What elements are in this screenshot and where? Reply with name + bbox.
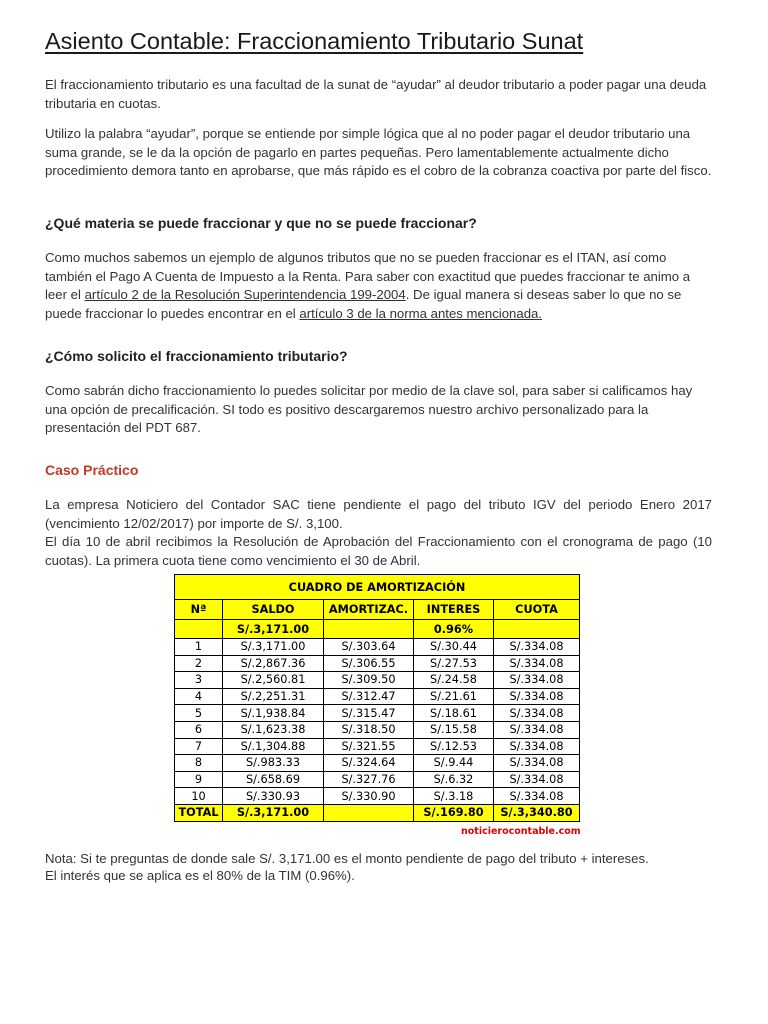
cell-saldo: S/.2,560.81 — [223, 672, 324, 689]
initial-empty — [494, 620, 580, 639]
cell-interes: S/.6.32 — [414, 771, 494, 788]
cell-saldo: S/.2,251.31 — [223, 688, 324, 705]
cell-cuota: S/.334.08 — [494, 771, 580, 788]
total-interes: S/.169.80 — [414, 804, 494, 821]
cell-numero: 9 — [175, 771, 223, 788]
cell-amortizacion: S/.318.50 — [324, 721, 414, 738]
header-interes: INTERES — [414, 600, 494, 620]
table-title: CUADRO DE AMORTIZACIÓN — [175, 575, 580, 600]
cell-numero: 8 — [175, 755, 223, 772]
table-header-row — [175, 600, 580, 620]
page-title: Asiento Contable: Fraccionamiento Tributario Sunat — [45, 28, 584, 54]
total-amortizacion — [324, 804, 414, 821]
table-row — [175, 738, 580, 755]
table-row — [175, 755, 580, 772]
table-initial-row — [175, 620, 580, 639]
cell-amortizacion: S/.327.76 — [324, 771, 414, 788]
initial-empty — [324, 620, 414, 639]
cell-cuota: S/.334.08 — [494, 788, 580, 805]
section-heading-materia: ¿Qué materia se puede fraccionar y que no se puede fraccionar? — [45, 215, 477, 231]
header-amortizacion: AMORTIZAC. — [324, 600, 414, 620]
cell-interes: S/.30.44 — [414, 639, 494, 656]
table-row — [175, 788, 580, 805]
table-row — [175, 771, 580, 788]
cell-amortizacion: S/.303.64 — [324, 639, 414, 656]
total-label: TOTAL — [175, 804, 223, 821]
cell-cuota: S/.334.08 — [494, 672, 580, 689]
cell-amortizacion: S/.306.55 — [324, 655, 414, 672]
cell-interes: S/.9.44 — [414, 755, 494, 772]
cell-interes: S/.21.61 — [414, 688, 494, 705]
source-credit: noticierocontable.com — [461, 826, 581, 837]
cell-interes: S/.18.61 — [414, 705, 494, 722]
caso-paragraph-2: El día 10 de abril recibimos la Resolución de Aprobación del Fraccionamiento con el cronograma de pago (10 cuotas). La primera cuota tiene como vencimiento el 30 de Abril. — [45, 534, 712, 568]
materia-text-a: Como muchos sabemos un ejemplo de algunos tributos que no se pueden fraccionar es el ITAN, así como también el Pago A Cuenta de Impuesto a la Renta. Para saber con exactitud que puedes fraccionar te animo a leer el — [45, 250, 691, 303]
note-line-2: El interés que se aplica es el 80% de la TIM (0.96%). — [45, 868, 355, 883]
cell-amortizacion: S/.324.64 — [324, 755, 414, 772]
cell-numero: 3 — [175, 672, 223, 689]
materia-text-b: . De igual manera si deseas saber lo que no se puede fraccionar lo puedes encontrar en el — [45, 287, 682, 321]
note-line-1: Nota: Si te preguntas de donde sale S/. 3,171.00 es el monto pendiente de pago del tributo + intereses. — [45, 851, 649, 866]
cell-saldo: S/.2,867.36 — [223, 655, 324, 672]
link-articulo-3[interactable]: artículo 3 de la norma antes mencionada. — [299, 305, 543, 321]
cell-amortizacion: S/.312.47 — [324, 688, 414, 705]
cell-numero: 5 — [175, 705, 223, 722]
cell-cuota: S/.334.08 — [494, 721, 580, 738]
cell-cuota: S/.334.08 — [494, 655, 580, 672]
initial-saldo: S/.3,171.00 — [223, 620, 324, 639]
cell-saldo: S/.3,171.00 — [223, 639, 324, 656]
cell-cuota: S/.334.08 — [494, 755, 580, 772]
cell-numero: 2 — [175, 655, 223, 672]
cell-amortizacion: S/.315.47 — [324, 705, 414, 722]
cell-saldo: S/.330.93 — [223, 788, 324, 805]
table-row — [175, 705, 580, 722]
table-row — [175, 721, 580, 738]
cell-amortizacion: S/.330.90 — [324, 788, 414, 805]
caso-paragraph-1: La empresa Noticiero del Contador SAC tiene pendiente el pago del tributo IGV del periodo Enero 2017 (vencimiento 12/02/2017) por importe de S/. 3,100. — [45, 497, 712, 531]
table-body — [175, 639, 580, 805]
header-numero: Nª — [175, 600, 223, 620]
section-paragraph-solicitud: Como sabrán dicho fraccionamiento lo puedes solicitar por medio de la clave sol, para saber si calificamos hay una opción de precalificación. SI todo es positivo descargaremos nuestro archivo personalizado para la presentación del PDT 687. — [45, 383, 693, 436]
cell-numero: 10 — [175, 788, 223, 805]
cell-numero: 7 — [175, 738, 223, 755]
cell-amortizacion: S/.321.55 — [324, 738, 414, 755]
cell-amortizacion: S/.309.50 — [324, 672, 414, 689]
initial-empty — [175, 620, 223, 639]
interest-rate: 0.96% — [414, 620, 494, 639]
total-cuota: S/.3,340.80 — [494, 804, 580, 821]
cell-numero: 4 — [175, 688, 223, 705]
header-saldo: SALDO — [223, 600, 324, 620]
total-saldo: S/.3,171.00 — [223, 804, 324, 821]
cell-cuota: S/.334.08 — [494, 639, 580, 656]
table-row — [175, 655, 580, 672]
intro-paragraph-1: El fraccionamiento tributario es una facultad de la sunat de “ayudar” al deudor tributario a poder pagar una deuda tributaria en cuotas. — [45, 77, 707, 111]
table-row — [175, 639, 580, 656]
cell-interes: S/.3.18 — [414, 788, 494, 805]
cell-interes: S/.15.58 — [414, 721, 494, 738]
cell-interes: S/.24.58 — [414, 672, 494, 689]
section-heading-solicitud: ¿Cómo solicito el fraccionamiento tributario? — [45, 348, 348, 364]
cell-cuota: S/.334.08 — [494, 738, 580, 755]
cell-saldo: S/.658.69 — [223, 771, 324, 788]
cell-numero: 1 — [175, 639, 223, 656]
cell-saldo: S/.1,623.38 — [223, 721, 324, 738]
cell-interes: S/.27.53 — [414, 655, 494, 672]
cell-cuota: S/.334.08 — [494, 705, 580, 722]
section-paragraph-materia — [45, 249, 712, 323]
table-row — [175, 688, 580, 705]
cell-cuota: S/.334.08 — [494, 688, 580, 705]
table-title-row — [175, 575, 580, 600]
cell-saldo: S/.983.33 — [223, 755, 324, 772]
header-cuota: CUOTA — [494, 600, 580, 620]
cell-numero: 6 — [175, 721, 223, 738]
link-articulo-2[interactable]: artículo 2 de la Resolución Superintendencia 199-2004 — [84, 287, 406, 303]
cell-saldo: S/.1,304.88 — [223, 738, 324, 755]
caso-practico-heading: Caso Práctico — [45, 462, 139, 478]
table-row — [175, 672, 580, 689]
amortization-table — [174, 574, 580, 822]
intro-paragraph-2: Utilizo la palabra “ayudar”, porque se entiende por simple lógica que al no poder pagar el deudor tributario una suma grande, se le da la opción de pagarlo en partes pequeñas. Pero lamentablemente actualmente dicho procedimiento demora tanto en aprobarse, que más rápido es el cobro de la cobranza coactiva por parte del fisco. — [45, 126, 712, 179]
cell-interes: S/.12.53 — [414, 738, 494, 755]
cell-saldo: S/.1,938.84 — [223, 705, 324, 722]
table-total-row — [175, 804, 580, 821]
